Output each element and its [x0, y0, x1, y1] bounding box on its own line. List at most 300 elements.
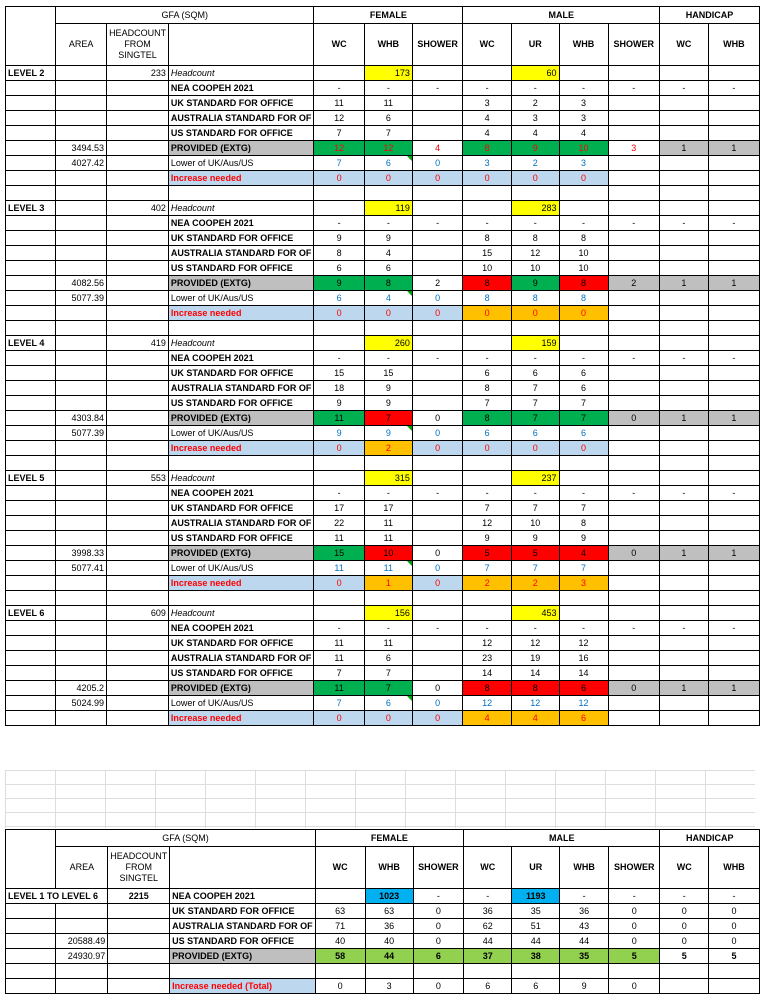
handicap-wc-increase [660, 711, 709, 726]
handicap-wc-value [660, 396, 709, 411]
male-shower-value: 0 [609, 904, 660, 919]
male-shower-header: SHOWER [609, 847, 660, 889]
area-cell [56, 486, 107, 501]
area-cell [56, 351, 107, 366]
table-row [6, 351, 760, 366]
male-whb-value: 7 [559, 501, 608, 516]
lower-label: Lower of UK/Aus/US [168, 156, 314, 171]
blank-cell [314, 591, 364, 606]
us-label: US STANDARD FOR OFFICE [168, 531, 314, 546]
female-shower-value: - [412, 81, 463, 96]
handicap-whb-lower [708, 426, 759, 441]
male-wc-increase: 0 [463, 171, 512, 186]
level-name: LEVEL 4 [6, 336, 56, 351]
blank-cell [609, 964, 660, 979]
blank-cell [364, 186, 412, 201]
table-row [6, 306, 760, 321]
handicap-wc-value: - [660, 486, 709, 501]
table-row [6, 621, 760, 636]
handicap-whb-provided: 1 [708, 411, 759, 426]
male-shower-value [608, 501, 659, 516]
handicap-whb-increase [708, 171, 759, 186]
table-row [6, 696, 760, 711]
female-wc-value: 63 [315, 904, 365, 919]
blank-cell [6, 531, 56, 546]
handicap-whb-header: WHB [708, 847, 759, 889]
headcount-cell [107, 441, 169, 456]
male-whb-value: 44 [560, 934, 609, 949]
female-whb-value: - [364, 81, 412, 96]
table-row [6, 471, 760, 486]
female-shower-value [412, 531, 463, 546]
female-shower-value [412, 666, 463, 681]
headcount-cell [107, 126, 169, 141]
area-cell [56, 171, 107, 186]
headcount-label: Headcount [168, 606, 314, 621]
male-shower-value [608, 636, 659, 651]
female-shower-increase: 0 [412, 171, 463, 186]
male-shower-lower [608, 156, 659, 171]
male-ur-increase: 6 [512, 979, 560, 994]
female-shower-lower: 0 [412, 426, 463, 441]
handicap-wc-increase [660, 979, 709, 994]
handicap-wc-value [660, 501, 709, 516]
table-row [6, 381, 760, 396]
male-headcount: 237 [511, 471, 559, 486]
female-shower-increase: 0 [412, 441, 463, 456]
headcount-cell [107, 111, 169, 126]
blank-cell [314, 201, 364, 216]
handicap-wc-lower [660, 291, 709, 306]
blank-cell [412, 201, 463, 216]
blank-cell [511, 456, 559, 471]
blank-cell [364, 591, 412, 606]
female-wc-value: 11 [314, 651, 364, 666]
male-ur-value: - [511, 81, 559, 96]
blank-cell [6, 711, 56, 726]
male-whb-provided: 10 [559, 141, 608, 156]
female-wc-lower: 6 [314, 291, 364, 306]
headcount-cell [107, 96, 169, 111]
female-wc-value: 6 [314, 261, 364, 276]
female-shower-lower: 0 [412, 156, 463, 171]
female-whb-value: 4 [364, 246, 412, 261]
female-headcount: 260 [364, 336, 412, 351]
blank-cell [608, 336, 659, 351]
female-shower-lower: 0 [412, 291, 463, 306]
handicap-wc-provided: 1 [660, 546, 709, 561]
blank-cell [6, 934, 56, 949]
female-wc-value: - [314, 216, 364, 231]
lower-area: 5077.41 [56, 561, 107, 576]
blank-cell [608, 606, 659, 621]
handicap-wc-lower [660, 561, 709, 576]
blank-cell [6, 171, 56, 186]
male-whb-increase: 0 [559, 306, 608, 321]
handicap-whb-increase [708, 711, 759, 726]
male-ur-value: 19 [511, 651, 559, 666]
blank-cell [463, 321, 512, 336]
male-shower-provided: 2 [608, 276, 659, 291]
handicap-wc-value [660, 636, 709, 651]
blank-cell [660, 606, 709, 621]
blank-cell [6, 441, 56, 456]
blank-cell [314, 66, 364, 81]
male-whb-value: 6 [559, 366, 608, 381]
provided-label: PROVIDED (EXTG) [168, 141, 314, 156]
male-shower-value: - [608, 486, 659, 501]
male-whb-value: 8 [559, 516, 608, 531]
female-shower-value [412, 636, 463, 651]
area-cell [56, 231, 107, 246]
level-name: LEVEL 3 [6, 201, 56, 216]
female-wc-lower: 11 [314, 561, 364, 576]
male-wc-value: 23 [463, 651, 512, 666]
blank-cell [464, 964, 512, 979]
table-row [6, 531, 760, 546]
headcount-cell [107, 546, 169, 561]
blank-cell [314, 606, 364, 621]
blank-cell [412, 456, 463, 471]
table-row [6, 516, 760, 531]
blank-cell [6, 141, 56, 156]
area-cell [56, 576, 107, 591]
us-label: US STANDARD FOR OFFICE [168, 126, 314, 141]
headcount-label: Headcount [168, 201, 314, 216]
blank-cell [6, 516, 56, 531]
blank-cell [56, 591, 107, 606]
blank-cell [559, 591, 608, 606]
provided-label: PROVIDED (EXTG) [168, 411, 314, 426]
male-whb-value: 10 [559, 261, 608, 276]
headcount-cell [107, 81, 169, 96]
table-row [6, 501, 760, 516]
table-row [6, 396, 760, 411]
male-ur-value: 14 [511, 666, 559, 681]
handicap-wc-provided: 1 [660, 141, 709, 156]
male-wc-provided: 5 [463, 546, 512, 561]
nea-label: NEA COOPEH 2021 [168, 81, 314, 96]
aus-label: AUSTRALIA STANDARD FOR OF [170, 919, 316, 934]
female-shower-increase: 0 [412, 711, 463, 726]
male-shower-provided: 3 [608, 141, 659, 156]
male-ur-value: - [511, 621, 559, 636]
blank-cell [413, 964, 464, 979]
male-shower-value [608, 366, 659, 381]
area-cell [56, 396, 107, 411]
blank-header [170, 847, 316, 889]
handicap-wc-value [660, 96, 709, 111]
blank-cell [168, 186, 314, 201]
blank-cell [6, 111, 56, 126]
blank-cell [6, 351, 56, 366]
male-wc-lower: 12 [463, 696, 512, 711]
handicap-whb-value: 0 [708, 919, 759, 934]
blank-cell [168, 456, 314, 471]
male-wc-value: 15 [463, 246, 512, 261]
handicap-whb-lower [708, 156, 759, 171]
male-wc-value: 6 [463, 366, 512, 381]
female-whb-value: 7 [364, 126, 412, 141]
blank-cell [463, 186, 512, 201]
blank-cell [6, 501, 56, 516]
female-whb-increase: 2 [364, 441, 412, 456]
handicap-wc-value: 0 [660, 934, 709, 949]
blank-cell [608, 321, 659, 336]
female-wc-value: - [314, 81, 364, 96]
female-wc-value: 12 [314, 111, 364, 126]
handicap-whb-value [708, 231, 759, 246]
male-ur-value: 7 [511, 501, 559, 516]
male-whb-value: - [559, 621, 608, 636]
lower-area: 5077.39 [56, 426, 107, 441]
table-row [6, 336, 760, 351]
blank-cell [364, 321, 412, 336]
lower-label: Lower of UK/Aus/US [168, 291, 314, 306]
table-row [6, 291, 760, 306]
blank-cell [107, 591, 169, 606]
blank-cell [6, 81, 56, 96]
headcount-value: 233 [107, 66, 169, 81]
male-wc-provided: 8 [463, 411, 512, 426]
handicap-whb-value [708, 636, 759, 651]
male-whb-value: 12 [559, 636, 608, 651]
table-row [6, 246, 760, 261]
female-wc-value: 11 [314, 531, 364, 546]
table-row [6, 711, 760, 726]
female-header: FEMALE [314, 7, 463, 24]
male-shower-value: - [608, 81, 659, 96]
headcount-cell [107, 666, 169, 681]
provided-area: 4082.56 [56, 276, 107, 291]
area-cell [56, 651, 107, 666]
male-wc-value: 44 [464, 934, 512, 949]
handicap-whb-provided: 1 [708, 141, 759, 156]
handicap-wc-increase [660, 576, 709, 591]
headcount-cell [107, 291, 169, 306]
female-whb-nea: 1023 [365, 889, 413, 904]
male-wc-value: 9 [463, 531, 512, 546]
blank-cell [6, 96, 56, 111]
female-headcount: 315 [364, 471, 412, 486]
blank-cell [608, 66, 659, 81]
handicap-wc-value: 0 [660, 919, 709, 934]
male-wc-increase: 0 [463, 441, 512, 456]
table-row [6, 546, 760, 561]
female-wc-provided: 58 [315, 949, 365, 964]
female-wc-value: 15 [314, 366, 364, 381]
blank-cell [6, 651, 56, 666]
blank-cell [56, 186, 107, 201]
headcount-cell [107, 651, 169, 666]
blank-cell [660, 186, 709, 201]
blank-cell [6, 216, 56, 231]
male-wc-provided: 8 [463, 681, 512, 696]
headcount-cell [107, 696, 169, 711]
female-whb-value: - [364, 486, 412, 501]
gfa-header: GFA (SQM) [56, 830, 315, 847]
male-ur-increase: 0 [511, 171, 559, 186]
male-wc-increase: 6 [464, 979, 512, 994]
area-cell [56, 516, 107, 531]
handicap-whb-value [708, 366, 759, 381]
us-label: US STANDARD FOR OFFICE [168, 396, 314, 411]
blank-cell [660, 336, 709, 351]
male-whb-value: 8 [559, 231, 608, 246]
headcount-cell [107, 276, 169, 291]
female-shower-increase: 0 [412, 306, 463, 321]
uk-label: UK STANDARD FOR OFFICE [168, 96, 314, 111]
male-ur-value: - [511, 351, 559, 366]
female-whb-increase: 0 [364, 306, 412, 321]
female-wc-value: - [314, 621, 364, 636]
blank-cell [108, 964, 170, 979]
headcount-cell [107, 711, 169, 726]
provided-label: PROVIDED (EXTG) [168, 681, 314, 696]
female-wc-increase: 0 [314, 711, 364, 726]
blank-cell [608, 186, 659, 201]
handicap-whb-provided: 1 [708, 681, 759, 696]
male-ur-value: - [511, 486, 559, 501]
headcount-label: Headcount [168, 66, 314, 81]
area-cell [56, 381, 107, 396]
male-shower-value [608, 651, 659, 666]
male-shower-increase [608, 171, 659, 186]
male-ur-header: UR [512, 847, 560, 889]
female-shower-value [412, 111, 463, 126]
female-wc-value: 71 [315, 919, 365, 934]
female-whb-value: 11 [364, 516, 412, 531]
aus-label: AUSTRALIA STANDARD FOR OF [168, 516, 314, 531]
area-cell [56, 636, 107, 651]
nea-label: NEA COOPEH 2021 [168, 486, 314, 501]
female-wc-increase: 0 [314, 441, 364, 456]
handicap-wc-value [660, 651, 709, 666]
blank-cell [6, 321, 56, 336]
uk-label: UK STANDARD FOR OFFICE [168, 231, 314, 246]
female-wc-value: 18 [314, 381, 364, 396]
female-wc-value: 11 [314, 636, 364, 651]
female-wc-value: - [314, 351, 364, 366]
table-row [6, 201, 760, 216]
female-whb-value: 6 [364, 261, 412, 276]
female-whb-value: 63 [365, 904, 413, 919]
handicap-wc-value: - [660, 81, 709, 96]
corner-cell [6, 830, 56, 889]
blank-cell [511, 186, 559, 201]
headcount-value: 419 [107, 336, 169, 351]
blank-cell [412, 591, 463, 606]
male-wc-increase: 4 [463, 711, 512, 726]
blank-cell [708, 336, 759, 351]
handicap-header: HANDICAP [660, 830, 760, 847]
female-whb-value: 40 [365, 934, 413, 949]
female-wc-value: 9 [314, 396, 364, 411]
area-cell [56, 904, 108, 919]
blank-cell [6, 919, 56, 934]
headcount-cell [107, 246, 169, 261]
blank-cell [708, 964, 759, 979]
female-wc-increase: 0 [315, 979, 365, 994]
handicap-whb-increase [708, 979, 759, 994]
female-shower-value [412, 366, 463, 381]
female-wc-header: WC [314, 24, 364, 66]
female-whb-increase: 1 [364, 576, 412, 591]
female-whb-increase: 0 [364, 711, 412, 726]
female-whb-header: WHB [365, 847, 413, 889]
male-ur-provided: 38 [512, 949, 560, 964]
blank-cell [168, 591, 314, 606]
male-whb-provided: 7 [559, 411, 608, 426]
table-row [6, 964, 760, 979]
male-shower-lower [608, 291, 659, 306]
female-wc-value: - [314, 486, 364, 501]
headcount-cell [107, 681, 169, 696]
headcount-cell [107, 501, 169, 516]
female-shower-value [412, 231, 463, 246]
handicap-wc-value [660, 516, 709, 531]
us-area: 20588.49 [56, 934, 108, 949]
male-wc-value: 62 [464, 919, 512, 934]
male-whb-value: 3 [559, 111, 608, 126]
handicap-whb-lower [708, 291, 759, 306]
male-shower-lower [608, 561, 659, 576]
female-wc-increase: 0 [314, 576, 364, 591]
provided-label: PROVIDED (EXTG) [170, 949, 316, 964]
male-whb-lower: 8 [559, 291, 608, 306]
female-shower-nea: - [413, 889, 464, 904]
level-name: LEVEL 5 [6, 471, 56, 486]
female-wc-increase: 0 [314, 171, 364, 186]
blank-cell [107, 321, 169, 336]
female-whb-lower: 6 [364, 696, 412, 711]
male-wc-value: - [463, 621, 512, 636]
female-whb-provided: 12 [364, 141, 412, 156]
headcount-cell [107, 381, 169, 396]
male-ur-provided: 9 [511, 141, 559, 156]
table-row [6, 979, 760, 994]
handicap-whb-value [708, 96, 759, 111]
lower-label: Lower of UK/Aus/US [168, 696, 314, 711]
blank-cell [6, 681, 56, 696]
handicap-whb-provided: 1 [708, 546, 759, 561]
male-whb-value: 14 [559, 666, 608, 681]
headcount-cell [108, 904, 170, 919]
blank-cell [6, 979, 56, 994]
blank-cell [314, 456, 364, 471]
table-row [6, 847, 760, 889]
blank-cell [6, 621, 56, 636]
male-headcount: 283 [511, 201, 559, 216]
female-shower-provided: 4 [412, 141, 463, 156]
table-row [6, 126, 760, 141]
headcount-cell [107, 576, 169, 591]
handicap-whb-value: - [708, 216, 759, 231]
blank-cell [708, 606, 759, 621]
male-ur-value: 44 [512, 934, 560, 949]
female-shower-provided: 0 [412, 681, 463, 696]
blank-cell [463, 336, 512, 351]
uk-label: UK STANDARD FOR OFFICE [168, 636, 314, 651]
blank-cell [412, 336, 463, 351]
blank-cell [170, 964, 316, 979]
male-ur-value: 3 [511, 111, 559, 126]
blank-cell [660, 456, 709, 471]
male-ur-value: 35 [512, 904, 560, 919]
female-shower-value [412, 126, 463, 141]
male-shower-value [608, 396, 659, 411]
male-ur-value: 6 [511, 366, 559, 381]
